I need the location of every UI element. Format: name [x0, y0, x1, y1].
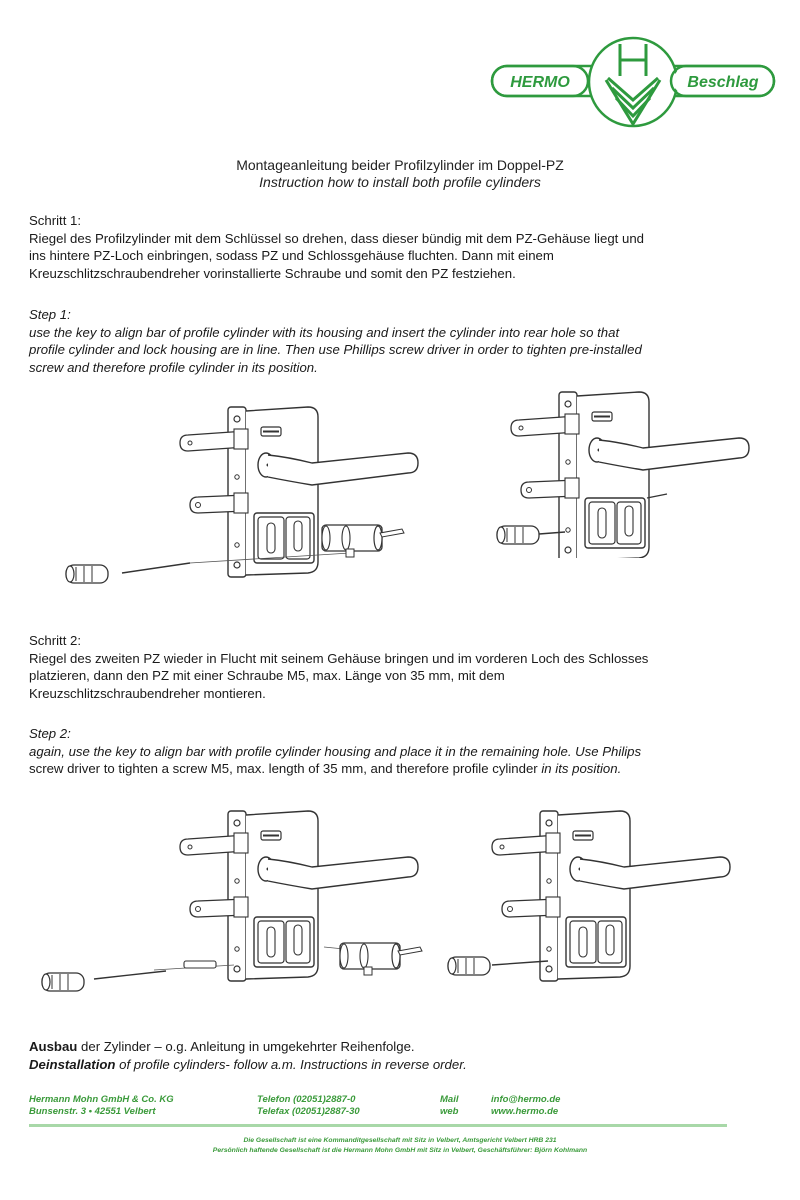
- step2-de-line: platzieren, dann den PZ mit einer Schraube M5, max. Länge von 35 mm, mit dem: [29, 668, 505, 683]
- step1-de: [29, 212, 779, 282]
- step2-illustration-right: [442, 805, 742, 995]
- step2-en-line2: [29, 760, 779, 778]
- removal-en: [29, 1056, 467, 1074]
- legal-line-2: Persönlich haftende Gesellschaft ist die Hermann Mohn GmbH mit Sitz in Velbert, Geschäftsführer: Björn Kohlmann: [212, 1147, 588, 1154]
- step2-en-line2-a: screw driver to tighten a screw M5, max. length of 35 mm, and therefore profile cylinder: [29, 761, 542, 776]
- footer-mail-label: Mail: [440, 1094, 459, 1105]
- legal-line-1: Die Gesellschaft ist eine Kommanditgesellschaft mit Sitz in Velbert, Amtsgericht Velbert HRB 231: [243, 1137, 557, 1144]
- step1-illustration-right: [495, 388, 755, 558]
- step2-en-line2-b: in its position.: [541, 761, 622, 776]
- title-de: Montageanleitung beider Profilzylinder im Doppel-PZ: [236, 157, 564, 173]
- logo-right-word: Beschlag: [687, 74, 759, 91]
- step2-en-line1: again, use the key to align bar with profile cylinder housing and place it in the remaining hole. Use Philips: [29, 743, 642, 759]
- step2-de: [29, 632, 779, 702]
- step1-de-line: Kreuzschlitzschraubendreher vorinstallierte Schraube und somit den PZ festziehen.: [29, 265, 516, 281]
- logo-left-word: HERMO: [510, 74, 570, 91]
- step1-illustration-left: [60, 395, 440, 595]
- step1-en-heading: Step 1:: [29, 307, 71, 322]
- step2-en-heading: Step 2:: [29, 726, 71, 741]
- title-en: Instruction how to install both profile cylinders: [259, 174, 541, 190]
- step1-de-line: ins hintere PZ-Loch einbringen, sodass PZ und Schlossgehäuse fluchten. Dann mit einem: [29, 248, 554, 263]
- removal-de-rest: der Zylinder – o.g. Anleitung in umgekehrter Reihenfolge.: [77, 1039, 415, 1054]
- footer-company: Hermann Mohn GmbH & Co. KG: [29, 1094, 174, 1105]
- footer-mail-link[interactable]: info@hermo.de: [491, 1094, 561, 1105]
- removal-de: [29, 1038, 467, 1056]
- removal-en-rest: of profile cylinders- follow a.m. Instructions in reverse order.: [115, 1057, 467, 1072]
- step2-de-heading: Schritt 2:: [29, 633, 82, 648]
- footer-divider: [29, 1124, 727, 1127]
- footer-address: Bunsenstr. 3 • 42551 Velbert: [29, 1106, 156, 1117]
- step2-en: [29, 725, 779, 778]
- step1-en-line: profile cylinder and lock housing are in line. Then use Phillips screw driver in order to tighten pre-installed: [29, 342, 642, 357]
- footer-phone: Telefon (02051)2887-0: [257, 1094, 356, 1105]
- document-title: [0, 157, 800, 191]
- step1-en-line: use the key to align bar of profile cylinder with its housing and insert the cylinder into rear hole so that: [29, 324, 620, 340]
- footer-fax: Telefax (02051)2887-30: [257, 1106, 360, 1117]
- removal-instructions: [29, 1038, 467, 1074]
- step1-de-heading: Schritt 1:: [29, 213, 82, 228]
- removal-de-bold: Ausbau: [29, 1039, 78, 1054]
- footer-web-link[interactable]: www.hermo.de: [491, 1106, 559, 1117]
- step2-de-line: Riegel des zweiten PZ wieder in Flucht mit seinem Gehäuse bringen und im vorderen Loch des Schlosses: [29, 650, 649, 666]
- step2-illustration-left: [34, 805, 434, 1005]
- step1-en: [29, 306, 779, 376]
- legal-notice: [0, 1136, 800, 1156]
- footer-web-label: web: [440, 1106, 459, 1117]
- removal-en-bold: Deinstallation: [29, 1057, 116, 1072]
- step1-en-line: screw and therefore profile cylinder in its position.: [29, 359, 318, 375]
- step2-de-line: Kreuzschlitzschraubendreher montieren.: [29, 685, 266, 701]
- hermo-beschlag-logo: [488, 36, 778, 132]
- step1-de-line: Riegel des Profilzylinder mit dem Schlüssel so drehen, dass dieser bündig mit dem PZ-Gehäuse liegt und: [29, 230, 644, 246]
